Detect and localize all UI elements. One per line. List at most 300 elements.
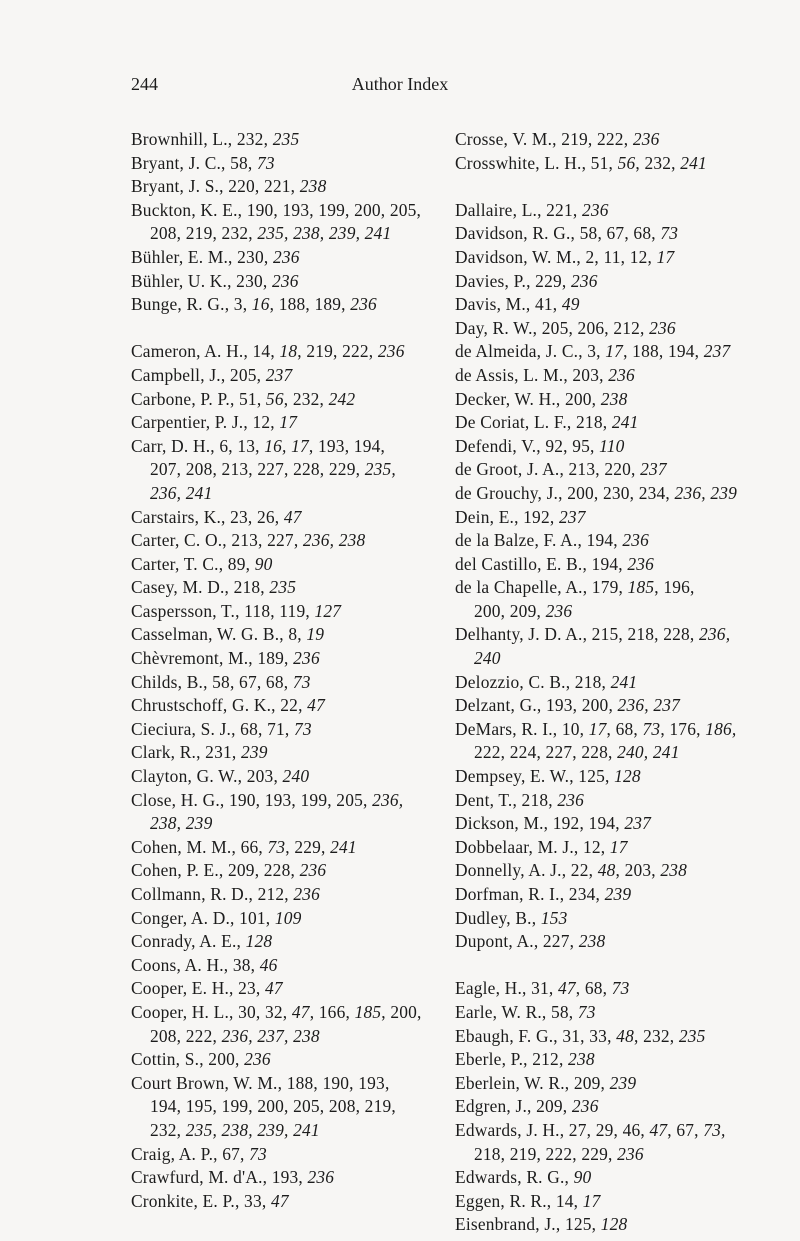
entry-page-italic: 236 (617, 1143, 644, 1164)
entry-text: Dempsey, E. W., 125, (455, 766, 615, 787)
entry-page-italic: 47 (265, 978, 283, 999)
entry-page-italic: 47 (557, 978, 576, 999)
entry-page-italic: 236 (293, 884, 321, 904)
entry-page-italic: 236 (570, 270, 598, 291)
entry-text: Dupont, A., 227, (455, 931, 579, 952)
index-entry (131, 671, 431, 695)
entry-text: Carter, T. C., 89, (131, 553, 255, 574)
entry-text: Clark, R., 231, (131, 742, 241, 763)
index-entry (131, 1166, 431, 1190)
entry-line (131, 436, 385, 456)
entry-text: Delhanty, J. D. A., 215, 218, 228, (455, 624, 700, 645)
index-entry (131, 1190, 431, 1214)
entry-page-italic: 236 (293, 648, 320, 669)
entry-continuation (131, 812, 431, 836)
index-entry (455, 907, 765, 931)
entry-page-italic: 235 (678, 1025, 706, 1046)
entry-continuation (131, 222, 431, 246)
entry-text: Bühler, E. M., 230, (131, 246, 273, 267)
index-entry (131, 246, 431, 270)
entry-page-italic: 237 (640, 459, 667, 480)
entry-page-italic: 17 (279, 412, 298, 433)
entry-text: 218, 219, 222, 229, (474, 1143, 618, 1164)
entry-page-italic: 19 (306, 624, 325, 645)
entry-page-italic: 16 (251, 294, 270, 315)
index-entry (131, 1072, 431, 1143)
index-entry (455, 1095, 765, 1119)
index-entry (131, 175, 431, 199)
entry-page-italic: 236 (299, 860, 327, 881)
page-title: Author Index (351, 74, 449, 94)
index-entry (455, 128, 765, 152)
entry-text: Earle, W. R., 58, (455, 1001, 578, 1022)
entry-page-italic: 47 (307, 695, 325, 716)
entry-text: de Assis, L. M., 203, (455, 364, 609, 385)
entry-page-italic: 238 (578, 931, 606, 952)
index-entry (131, 1048, 431, 1072)
index-entry (131, 930, 431, 954)
index-entry (131, 152, 431, 176)
index-entry (131, 600, 431, 624)
entry-text: Cooper, H. L., 30, 32, (131, 1001, 292, 1022)
entry-page-italic: 235, (364, 459, 396, 480)
index-entry (455, 340, 765, 364)
index-entry (455, 812, 765, 836)
entry-page-italic: 240, 241 (617, 742, 680, 763)
index-entry (455, 246, 765, 270)
entry-text: Carter, C. O., 213, 227, (131, 530, 303, 551)
index-entry (131, 859, 431, 883)
entry-text: Bühler, U. K., 230, (131, 270, 272, 291)
index-entry (455, 411, 765, 435)
entry-page-italic: 239 (609, 1072, 637, 1093)
entry-line (455, 341, 730, 361)
entry-text: Craig, A. P., 67, (131, 1143, 250, 1164)
entry-text: DeMars, R. I., 10, (455, 718, 589, 739)
entry-text: Eggen, R. R., 14, (455, 1190, 583, 1211)
entry-text: , 188, 189, (269, 294, 351, 315)
entry-page-italic: 237 (703, 341, 731, 362)
entry-line (455, 412, 639, 432)
entry-text: Davies, P., 229, (455, 270, 571, 291)
entry-text: Collmann, R. D., 212, (131, 884, 294, 904)
entry-text: Edgren, J., 209, (455, 1096, 572, 1117)
index-entry (455, 576, 765, 623)
entry-page-italic: 73 (642, 718, 661, 739)
entry-line (455, 1002, 596, 1022)
entry-page-italic: 17 (656, 246, 675, 267)
index-entry (455, 458, 765, 482)
entry-text: , 188, 194, (623, 341, 704, 362)
entry-page-italic: 235, 238, 239, 241 (185, 1119, 320, 1140)
entry-line (131, 1049, 271, 1069)
entry-text: Brownhill, L., 232, (131, 129, 273, 149)
entry-page-italic: 239 (604, 884, 632, 904)
entry-page-italic: 236 (627, 553, 655, 574)
entry-page-italic: 90 (573, 1167, 592, 1188)
entry-page-italic: 236 (571, 1096, 599, 1117)
entry-line (455, 459, 667, 479)
index-entry (455, 152, 765, 176)
entry-page-italic: 17 (582, 1190, 601, 1211)
entry-text: , 203, (615, 860, 661, 881)
index-entry (455, 482, 765, 506)
entry-page-italic: 242 (328, 388, 356, 409)
entry-text: , 67, (667, 1119, 704, 1140)
entry-page-italic: 236 (350, 294, 377, 315)
entry-line (131, 648, 320, 668)
entry-line (131, 1144, 267, 1164)
index-entry (455, 836, 765, 860)
entry-text: Clayton, G. W., 203, (131, 766, 283, 787)
entry-line (131, 129, 299, 149)
entry-page-italic: 73 (257, 152, 275, 173)
entry-line (131, 742, 268, 762)
index-entry (131, 741, 431, 765)
index-entry (455, 718, 765, 765)
entry-text: Davis, M., 41, (455, 294, 562, 315)
entry-page-italic: 127 (314, 600, 342, 621)
entry-text: de Grouchy, J., 200, 230, 234, (455, 482, 675, 503)
entry-text: , 196, (654, 577, 695, 598)
index-entry (455, 1072, 765, 1096)
entry-page-italic: 128 (600, 1214, 628, 1235)
index-entry (131, 718, 431, 742)
entry-text: 207, 208, 213, 227, 228, 229, (150, 459, 365, 480)
entry-text: 208, 222, (150, 1025, 222, 1046)
entry-text: de la Chapelle, A., 179, (455, 577, 628, 598)
entry-page-italic: 48 (616, 1025, 634, 1046)
entry-line (455, 860, 687, 880)
entry-page-italic: 241 (610, 671, 638, 692)
entry-line (455, 837, 628, 857)
entry-text: 194, 195, 199, 200, 205, 208, 219, (150, 1096, 396, 1117)
entry-text: , 232, (283, 388, 329, 409)
entry-page-italic: 236, 237, 238 (221, 1025, 320, 1046)
entry-page-italic: 237 (265, 364, 293, 385)
index-entry (131, 765, 431, 789)
index-entry (131, 388, 431, 412)
entry-line (131, 837, 357, 857)
entry-text: Bunge, R. G., 3, (131, 294, 252, 315)
entry-page-italic: 186, (705, 718, 737, 739)
index-entry (455, 1001, 765, 1025)
entry-page-italic: 73 (660, 223, 679, 244)
entry-page-italic: 235 (269, 577, 297, 598)
index-column-right (455, 128, 765, 1237)
entry-line (131, 530, 365, 550)
entry-text: Dorfman, R. I., 234, (455, 884, 605, 904)
entry-page-italic: 153 (540, 907, 568, 928)
index-entry (131, 199, 431, 246)
index-entry (131, 529, 431, 553)
entry-line (131, 955, 278, 975)
index-entry (131, 506, 431, 530)
entry-page-italic: 47 (649, 1119, 668, 1140)
entry-page-italic: 236 (608, 364, 635, 385)
entry-text: , 176, (660, 718, 706, 739)
index-entry (455, 506, 765, 530)
entry-text: 222, 224, 227, 228, (474, 742, 618, 763)
index-entry (131, 836, 431, 860)
entry-line (131, 294, 377, 314)
entry-line (455, 153, 707, 173)
entry-text: Caspersson, T., 118, 119, (131, 600, 315, 621)
entry-page-italic: 73 (267, 836, 286, 857)
entry-page-italic: 109 (274, 907, 302, 928)
entry-page-italic: 240 (282, 766, 310, 787)
entry-line (455, 1049, 595, 1069)
index-entry (455, 977, 765, 1001)
entry-line (131, 931, 272, 951)
entry-text: Dallaire, L., 221, (455, 199, 582, 220)
index-entry (131, 977, 431, 1001)
entry-page-italic: 73 (293, 718, 312, 739)
entry-page-italic: 236 (622, 530, 650, 551)
entry-text: Donnelly, A. J., 22, (455, 860, 598, 881)
entry-page-italic: 90 (254, 553, 273, 574)
entry-line (455, 1026, 706, 1046)
entry-page-italic: 236, (372, 789, 404, 810)
entry-line (455, 318, 676, 338)
entry-page-italic: 238 (660, 860, 688, 881)
index-entry (455, 859, 765, 883)
entry-text: Cooper, E. H., 23, (131, 978, 265, 999)
entry-line (131, 978, 283, 998)
entry-line (131, 176, 326, 196)
index-entry (131, 694, 431, 718)
entry-text: 200, 209, (474, 600, 546, 621)
index-entry (455, 1048, 765, 1072)
entry-text: Conrady, A. E., (131, 931, 246, 952)
entry-line (455, 247, 674, 267)
entry-line (455, 271, 598, 291)
entry-line (131, 672, 311, 692)
entry-line (131, 601, 341, 621)
entry-line (455, 931, 605, 951)
entry-text: 208, 219, 232, (150, 223, 258, 244)
entry-line (131, 507, 302, 527)
entry-text: Cronkite, E. P., 33, (131, 1190, 271, 1211)
entry-line (131, 365, 292, 385)
entry-continuation (131, 1025, 431, 1049)
entry-page-italic: 47 (291, 1001, 310, 1022)
entry-text: Davidson, R. G., 58, 67, 68, (455, 223, 661, 244)
entry-text: Cieciura, S. J., 68, 71, (131, 718, 294, 739)
entry-line (455, 1167, 591, 1187)
page-number: 244 (131, 74, 158, 94)
entry-page-italic: 73 (611, 978, 630, 999)
entry-text: , 166, (309, 1001, 355, 1022)
entry-continuation (455, 1143, 765, 1167)
entry-page-italic: 236 (557, 789, 585, 810)
entry-text: Cameron, A. H., 14, (131, 341, 280, 362)
entry-line (131, 1073, 390, 1093)
index-entry (131, 270, 431, 294)
entry-text: Cottin, S., 200, (131, 1049, 245, 1070)
entry-text: , 193, 194, (308, 435, 386, 456)
entry-text: Dent, T., 218, (455, 789, 558, 810)
entry-text: Coons, A. H., 38, (131, 954, 260, 975)
entry-text: Casey, M. D., 218, (131, 577, 270, 598)
entry-text: Ebaugh, F. G., 31, 33, (455, 1025, 617, 1046)
entry-line (455, 813, 651, 833)
entry-page-italic: 236 (377, 341, 405, 362)
entry-text: Bryant, J. S., 220, 221, (131, 176, 300, 197)
index-entry (455, 553, 765, 577)
index-entry (455, 930, 765, 954)
entry-page-italic: 241 (680, 152, 707, 173)
entry-page-italic: 236, 241 (150, 482, 213, 503)
entry-line (455, 766, 641, 786)
entry-text: Dobbelaar, M. J., 12, (455, 836, 610, 857)
entry-text: Casselman, W. G. B., 8, (131, 624, 307, 645)
entry-page-italic: 236 (649, 317, 676, 338)
entry-text: Bryant, J. C., 58, (131, 152, 258, 173)
entry-text: Carpentier, P. J., 12, (131, 412, 280, 433)
entry-text: Davidson, W. M., 2, 11, 12, (455, 246, 657, 267)
entry-text: Delozzio, C. B., 218, (455, 671, 611, 692)
index-column-left (131, 128, 431, 1213)
page-header (0, 74, 800, 104)
index-entry (131, 553, 431, 577)
entry-page-italic: 239 (240, 742, 268, 763)
entry-line (131, 908, 302, 928)
entry-line (131, 1191, 289, 1211)
entry-page-italic: 128 (245, 931, 273, 952)
entry-text: Eberlein, W. R., 209, (455, 1072, 610, 1093)
entry-page-italic: 236 (545, 600, 573, 621)
entry-continuation (131, 482, 431, 506)
index-entry (455, 270, 765, 294)
index-entry (131, 1143, 431, 1167)
entry-page-italic: 48 (597, 860, 616, 881)
index-entry (131, 623, 431, 647)
entry-page-italic: 236 (271, 270, 299, 291)
entry-page-italic: 238 (299, 176, 327, 197)
index-entry (455, 623, 765, 670)
index-entry (131, 883, 431, 907)
entry-page-italic: 236 (272, 246, 300, 267)
index-entry (131, 435, 431, 506)
entry-line (455, 672, 637, 692)
entry-page-italic: 236 (632, 129, 660, 149)
index-entry (131, 293, 431, 317)
entry-text: Crosse, V. M., 219, 222, (455, 129, 633, 149)
entry-line (131, 860, 326, 880)
entry-line (455, 978, 630, 998)
entry-page-italic: 236 (581, 199, 609, 220)
entry-line (131, 554, 273, 574)
entry-text: Chèvremont, M., 189, (131, 648, 294, 669)
entry-line (131, 884, 320, 904)
entry-page-italic: 238 (568, 1049, 595, 1070)
entry-continuation (131, 458, 431, 482)
entry-line (131, 412, 297, 432)
entry-line (455, 1214, 627, 1234)
entry-line (455, 695, 680, 715)
entry-text: Decker, W. H., 200, (455, 388, 601, 409)
entry-line (455, 719, 736, 739)
entry-page-italic: 241 (330, 836, 357, 857)
index-entry (455, 671, 765, 695)
entry-page-italic: 236 (307, 1167, 335, 1188)
index-entry (131, 364, 431, 388)
entry-line (131, 624, 324, 644)
entry-page-italic: 235 (272, 129, 300, 149)
index-entry (455, 435, 765, 459)
entry-line (455, 129, 660, 149)
entry-line (455, 223, 678, 243)
entry-page-italic: 110 (599, 435, 625, 456)
entry-text: Buckton, K. E., 190, 193, 199, 200, 205, (131, 199, 422, 220)
entry-text: Dein, E., 192, (455, 506, 559, 527)
entry-text: , 219, 222, (297, 341, 378, 362)
entry-text: Day, R. W., 205, 206, 212, (455, 317, 650, 338)
entry-page-italic: 18 (279, 341, 298, 362)
entry-text: Crosswhite, L. H., 51, (455, 152, 618, 173)
entry-page-italic: 237 (624, 813, 652, 834)
entry-page-italic: 128 (614, 766, 641, 787)
entry-page-italic: 73 (577, 1001, 596, 1022)
index-entry (131, 907, 431, 931)
entry-text: Childs, B., 58, 67, 68, (131, 671, 293, 692)
entry-line (455, 1120, 726, 1140)
entry-page-italic: 17 (609, 836, 628, 857)
entry-text: , 68, (575, 978, 612, 999)
entry-line (455, 483, 737, 503)
index-entry (455, 222, 765, 246)
entry-line (455, 1073, 636, 1093)
entry-continuation (131, 1119, 431, 1143)
entry-text: Crawfurd, M. d'A., 193, (131, 1167, 308, 1188)
entry-line (455, 365, 635, 385)
entry-text: Eagle, H., 31, (455, 978, 558, 999)
entry-page-italic: 238, 239 (150, 813, 213, 834)
entry-continuation (455, 600, 765, 624)
entry-page-italic: 49 (561, 294, 580, 315)
entry-line (131, 577, 296, 597)
entry-page-italic: 17 (588, 718, 607, 739)
entry-text: del Castillo, E. B., 194, (455, 553, 628, 574)
entry-page-italic: 47 (270, 1190, 289, 1211)
entry-line (455, 884, 631, 904)
entry-page-italic: 17 (605, 341, 624, 362)
entry-page-italic: 73 (292, 671, 311, 692)
entry-line (455, 436, 625, 456)
entry-page-italic: 236, 237 (617, 695, 681, 716)
index-entry (131, 128, 431, 152)
index-entry (455, 765, 765, 789)
entry-text: Carr, D. H., 6, 13, (131, 435, 265, 456)
entry-text: Chrustschoff, G. K., 22, (131, 695, 308, 716)
entry-text: Eisenbrand, J., 125, (455, 1214, 601, 1235)
entry-page-italic: 73, (703, 1119, 726, 1140)
entry-page-italic: 46 (259, 954, 278, 975)
entry-text: Cohen, P. E., 209, 228, (131, 860, 300, 881)
entry-line (455, 1096, 599, 1116)
entry-line (455, 624, 730, 644)
entry-page-italic: 238 (600, 388, 628, 409)
index-entry (455, 293, 765, 317)
entry-page-italic: 73 (249, 1143, 267, 1164)
index-entry (455, 529, 765, 553)
entry-line (455, 577, 695, 597)
entry-text: Edwards, J. H., 27, 29, 46, (455, 1119, 650, 1140)
index-entry (455, 1119, 765, 1166)
entry-line (455, 790, 584, 810)
entry-text: Close, H. G., 190, 193, 199, 205, (131, 789, 373, 810)
